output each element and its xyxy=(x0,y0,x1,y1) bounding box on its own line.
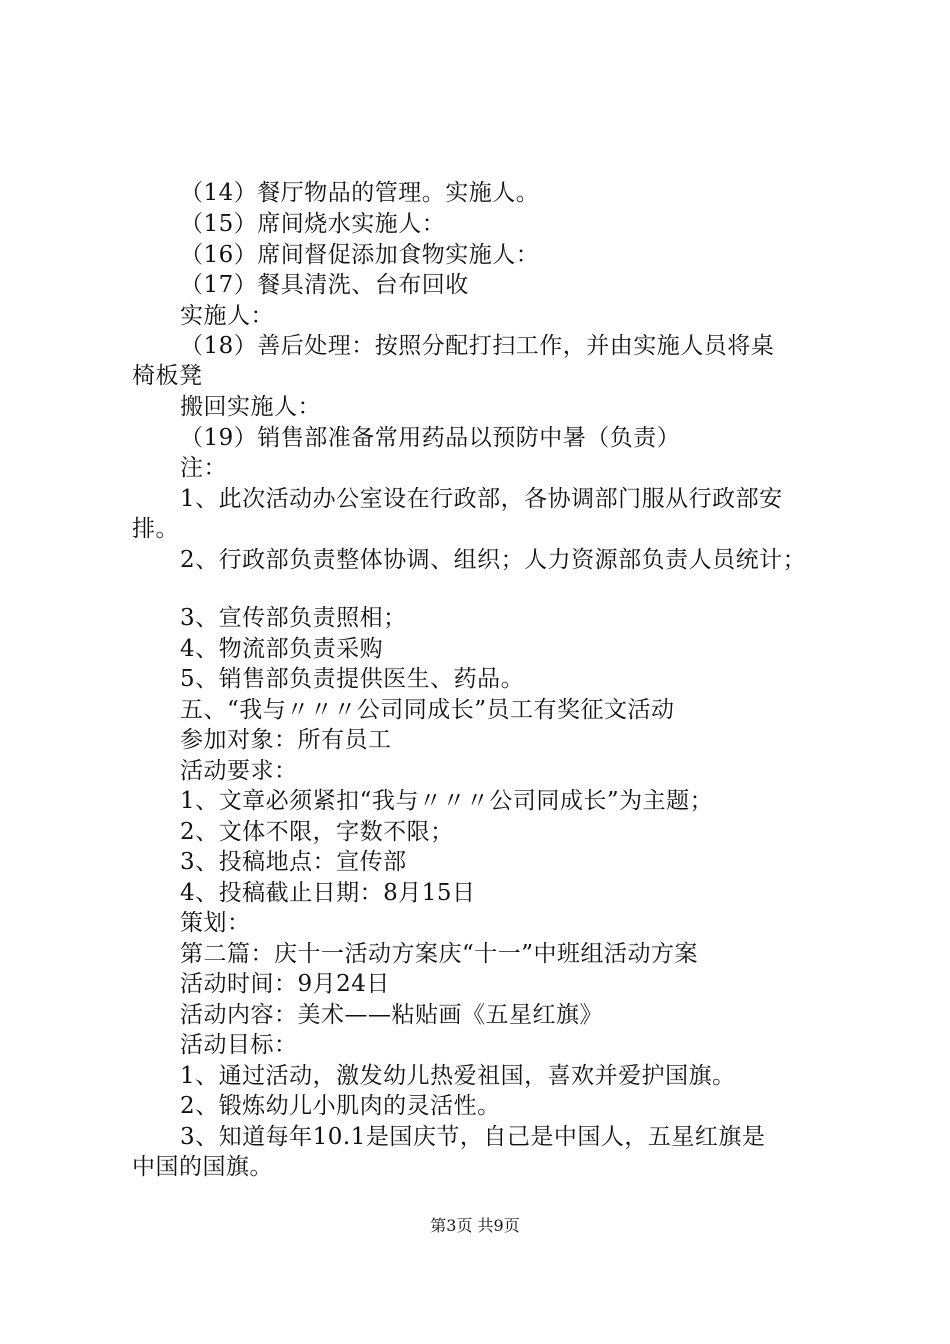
text-line: 5、销售部负责提供医生、药品。 xyxy=(180,666,525,692)
section-heading: 第二篇：庆十一活动方案庆“十一”中班组活动方案 xyxy=(180,941,699,967)
text-line: 椅板凳 xyxy=(132,363,203,389)
text-line: 活动时间：9月24日 xyxy=(180,971,390,997)
page-indicator: 第3页 共9页 xyxy=(430,1216,520,1235)
text-line: 实施人： xyxy=(180,303,274,329)
text-line: 1、此次活动办公室设在行政部，各协调部门服从行政部安 xyxy=(180,486,783,512)
text-line: （14）餐厅物品的管理。实施人。 xyxy=(180,180,540,206)
text-line: 搬回实施人： xyxy=(180,394,321,420)
text-line: （16）席间督促添加食物实施人： xyxy=(180,242,540,268)
text-line: 活动目标： xyxy=(180,1032,298,1058)
text-line: 2、文体不限，字数不限； xyxy=(180,819,454,845)
text-line: （17）餐具清洗、台布回收 xyxy=(180,272,469,298)
text-line: （18）善后处理：按照分配打扫工作，并由实施人员将桌 xyxy=(180,333,775,359)
text-line: 注： xyxy=(180,455,227,481)
text-line: 1、文章必须紧扣“我与〃〃〃公司同成长”为主题； xyxy=(180,788,714,814)
text-line: 3、知道每年10.1是国庆节，自己是中国人，五星红旗是 xyxy=(180,1124,766,1150)
section-heading: 五、“我与〃〃〃公司同成长”员工有奖征文活动 xyxy=(180,697,675,723)
text-line: 3、宣传部负责照相； xyxy=(180,605,407,631)
text-line: 中国的国旗。 xyxy=(132,1154,273,1180)
text-line: 2、行政部负责整体协调、组织；人力资源部负责人员统计； xyxy=(180,547,807,573)
text-line: 活动要求： xyxy=(180,758,298,784)
text-line: 2、锻炼幼儿小肌肉的灵活性。 xyxy=(180,1093,501,1119)
text-line: 4、投稿截止日期：8月15日 xyxy=(180,880,476,906)
text-line: （15）席间烧水实施人： xyxy=(180,211,446,237)
text-line: 1、通过活动，激发幼儿热爱祖国，喜欢并爱护国旗。 xyxy=(180,1063,736,1089)
text-line: 4、物流部负责采购 xyxy=(180,636,384,662)
text-line: 策划： xyxy=(180,910,251,936)
text-line: （19）销售部准备常用药品以预防中暑（负责） xyxy=(180,425,681,451)
text-line: 活动内容：美术——粘贴画《五星红旗》 xyxy=(180,1002,603,1028)
text-line: 排。 xyxy=(132,516,179,542)
text-line: 参加对象：所有员工 xyxy=(180,727,392,753)
text-line: 3、投稿地点：宣传部 xyxy=(180,849,407,875)
